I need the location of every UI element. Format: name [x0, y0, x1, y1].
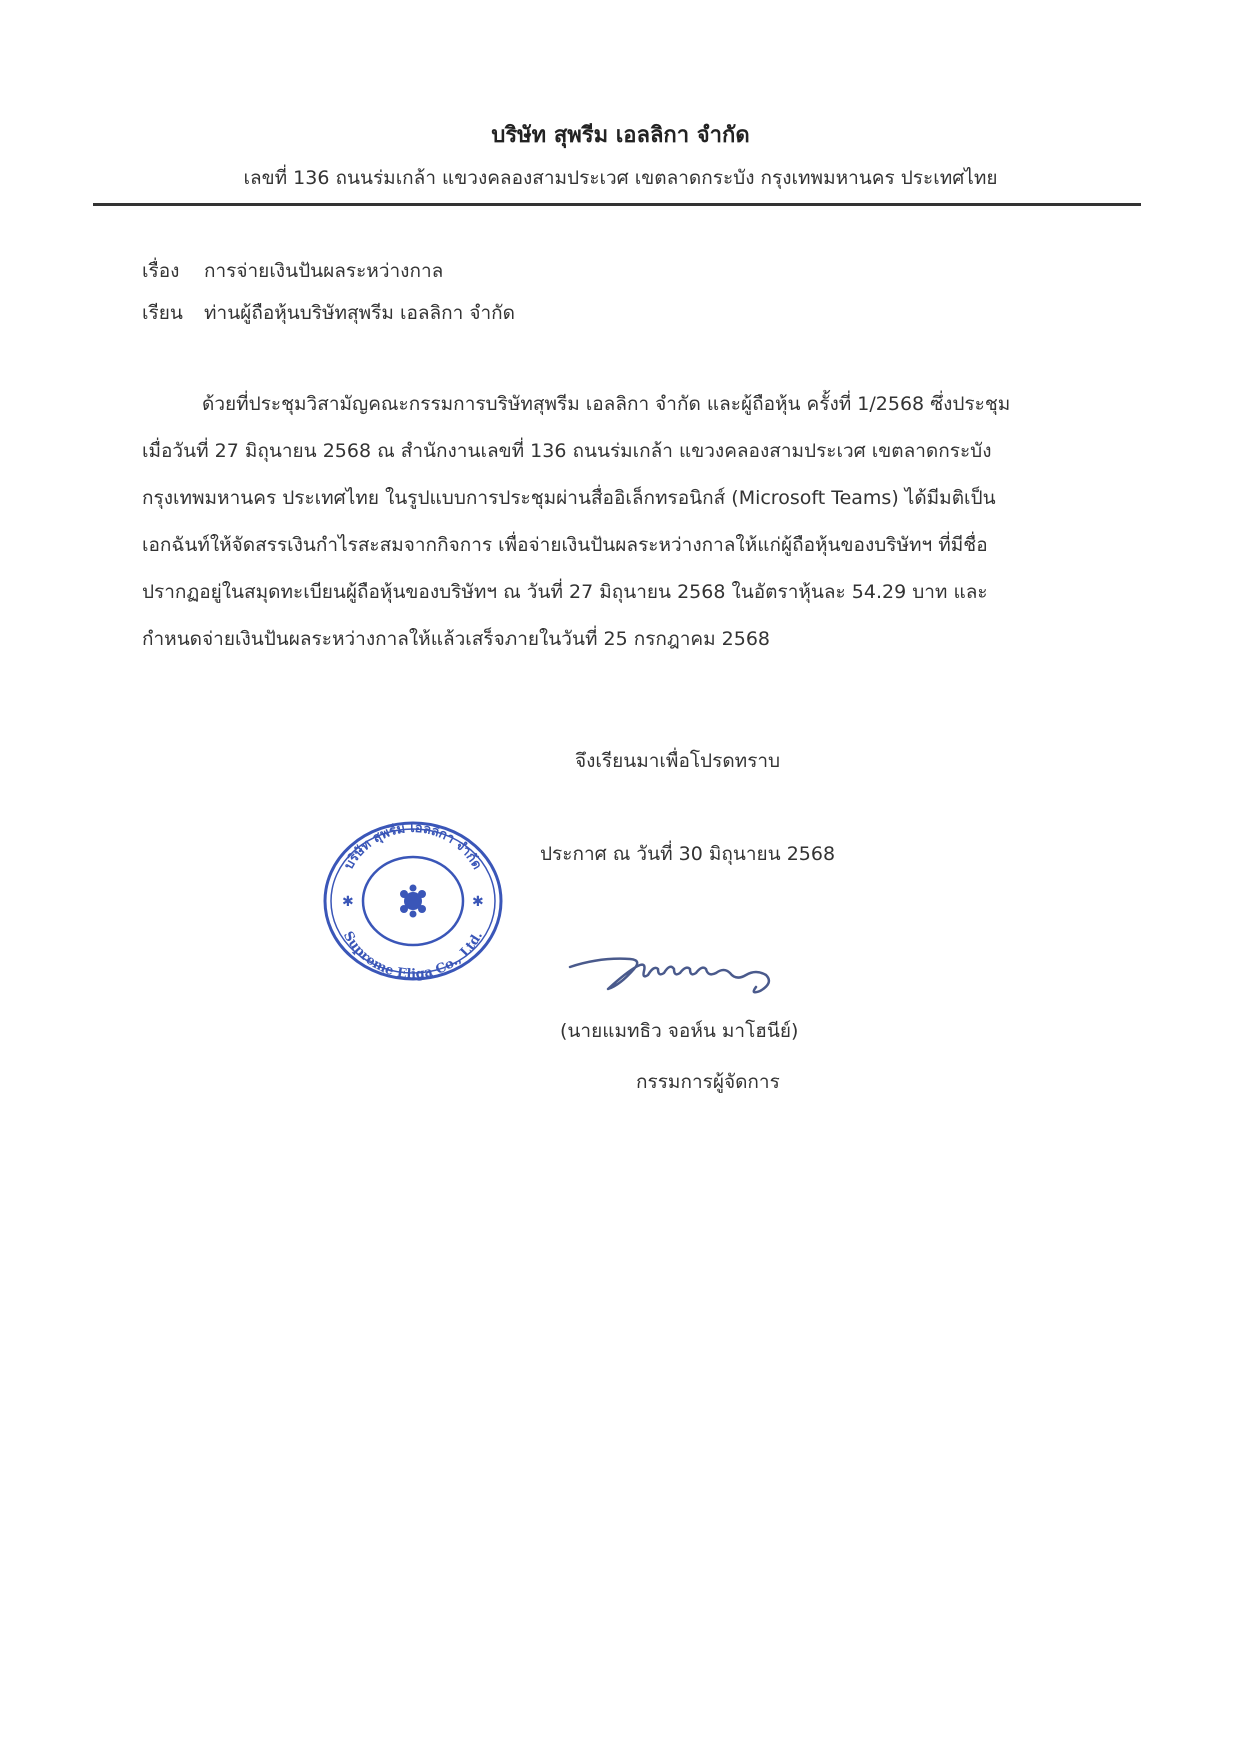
seal-english-text: Supreme Eliga Co., Ltd. — [339, 928, 487, 982]
body-line: ปรากฏอยู่ในสมุดทะเบียนผู้ถือหุ้นของบริษัทฯ ณ วันที่ 27 มิถุนายน 2568 ในอัตราหุ้นละ 54.29 บาท และ — [142, 581, 988, 603]
svg-text:Supreme Eliga Co., Ltd. — [340, 929, 486, 982]
subject-line — [142, 256, 443, 286]
signature-image — [560, 935, 840, 1015]
seal-thai-text: บริษัท สุพรีม เอลลิกา จำกัด — [341, 820, 485, 873]
body-line: กำหนดจ่ายเงินปันผลระหว่างกาลให้แล้วเสร็จภายในวันที่ 25 กรกฎาคม 2568 — [142, 628, 770, 650]
seal-emblem-icon — [400, 885, 426, 918]
header-divider — [93, 203, 1141, 206]
subject-text: การจ่ายเงินปันผลระหว่างกาล — [204, 260, 444, 282]
signer-name: (นายแมทธิว จอห์น มาโฮนีย์) — [560, 1020, 799, 1042]
body-line: ด้วยที่ประชุมวิสามัญคณะกรรมการบริษัทสุพรีม เอลลิกา จำกัด และผู้ถือหุ้น ครั้งที่ 1/2568 ซึ่งประชุม — [202, 393, 1011, 415]
company-seal — [322, 820, 504, 982]
subject-label: เรื่อง — [142, 260, 180, 282]
company-name: บริษัท สุพรีม เอลลิกา จำกัด — [491, 123, 750, 148]
body-line: เอกฉันท์ให้จัดสรรเงินกำไรสะสมจากกิจการ เพื่อจ่ายเงินปันผลระหว่างกาลให้แก่ผู้ถือหุ้นของบริษัทฯ ที่มีชื่อ — [142, 534, 988, 556]
body-line: เมื่อวันที่ 27 มิถุนายน 2568 ณ สำนักงานเลขที่ 136 ถนนร่มเกล้า แขวงคลองสามประเวศ เขตลาดกระบัง — [142, 440, 992, 462]
recipient-label: เรียน — [142, 302, 183, 324]
signer-title: กรรมการผู้จัดการ — [636, 1071, 780, 1093]
body-line: กรุงเทพมหานคร ประเทศไทย ในรูปแบบการประชุมผ่านสื่ออิเล็กทรอนิกส์ (Microsoft Teams) ได้มีมติเป็น — [142, 487, 996, 509]
company-address: เลขที่ 136 ถนนร่มเกล้า แขวงคลองสามประเวศ เขตลาดกระบัง กรุงเทพมหานคร ประเทศไทย — [243, 167, 998, 189]
svg-text:บริษัท สุพรีม เอลลิกา จำกัด — [342, 821, 485, 872]
body-paragraph — [142, 381, 1098, 663]
announcement-date: ประกาศ ณ วันที่ 30 มิถุนายน 2568 — [540, 843, 836, 865]
recipient-line — [142, 298, 515, 328]
recipient-text: ท่านผู้ถือหุ้นบริษัทสุพรีม เอลลิกา จำกัด — [204, 302, 515, 324]
svg-text:✱: ✱ — [472, 894, 484, 910]
closing-text: จึงเรียนมาเพื่อโปรดทราบ — [575, 750, 781, 772]
svg-text:✱: ✱ — [342, 894, 354, 910]
